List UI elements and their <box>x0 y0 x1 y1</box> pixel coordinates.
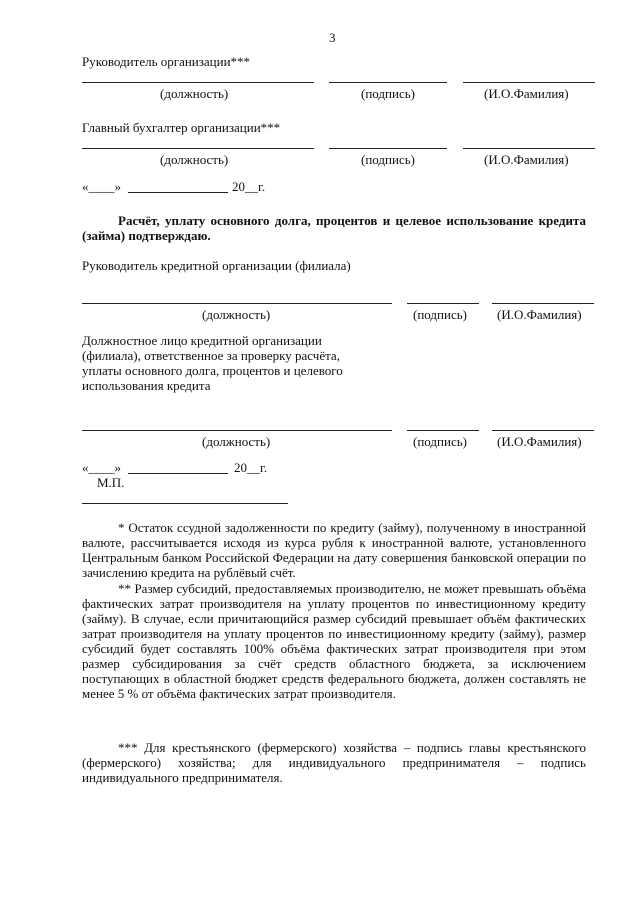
name-caption: (И.О.Фамилия) <box>497 434 582 449</box>
name-line <box>492 430 594 431</box>
head-label: Руководитель организации*** <box>82 54 251 69</box>
date-year: 20__г. <box>232 179 266 194</box>
position-caption: (должность) <box>202 307 271 322</box>
position-line <box>82 303 392 304</box>
date-day: «____» <box>82 179 121 194</box>
credit-org-official-label: Должностное лицо кредитной организации (филиала), ответственное за проверку расчёта, уплаты основного долга, процентов и целевого использования кредита <box>82 333 343 393</box>
footnote-3: *** Для крестьянского (фермерского) хозяйства – подпись главы крестьянского (фермерского) хозяйства; для индивидуального предпринимателя – подпись индивидуального предпринимателя. <box>82 740 586 785</box>
signature-line <box>329 148 447 149</box>
page-number: 3 <box>329 30 336 45</box>
position-line <box>82 148 314 149</box>
confirmation-text: Расчёт, уплату основного долга, процентов и целевое использование кредита (займа) подтверждаю. <box>82 213 586 243</box>
signature-caption: (подпись) <box>361 86 415 101</box>
position-caption: (должность) <box>202 434 271 449</box>
date-day: «____» <box>82 460 121 475</box>
signature-line <box>407 430 479 431</box>
position-caption: (должность) <box>160 152 229 167</box>
name-caption: (И.О.Фамилия) <box>484 86 569 101</box>
signature-caption: (подпись) <box>361 152 415 167</box>
signature-line <box>407 303 479 304</box>
name-line <box>492 303 594 304</box>
signature-line <box>329 82 447 83</box>
name-caption: (И.О.Фамилия) <box>484 152 569 167</box>
name-line <box>463 148 595 149</box>
name-line <box>463 82 595 83</box>
date-year: 20__г. <box>234 460 268 475</box>
footnote-separator <box>82 503 288 504</box>
chief-accountant-label: Главный бухгалтер организации*** <box>82 120 281 135</box>
position-line <box>82 82 314 83</box>
footnote-1: * Остаток ссудной задолженности по кредиту (займу), полученному в иностранной валюте, рассчитывается исходя из курса рубля к иностранной валюте, установленного Центральным банком Российской Федерации на дату совершения банковской операции по зачислению кредита на рублёвый счёт. <box>82 520 586 580</box>
signature-caption: (подпись) <box>413 434 467 449</box>
position-caption: (должность) <box>160 86 229 101</box>
credit-org-head-label: Руководитель кредитной организации (филиала) <box>82 258 351 273</box>
footnote-2: ** Размер субсидий, предоставляемых производителю, не может превышать объёма фактических затрат производителя на уплату процентов по инвестиционному кредиту (займу). В случае, если причитающийся размер субсидий превышает объём фактических затрат производителя на уплату процентов по инвестиционному кредиту (займу), размер субсидий будет составлять 100% объёма фактических затрат производителя при этом размер субсидирования за счёт средств областного бюджета, за исключением поступающих в областной бюджет средств федерального бюджета, должен составлять не менее 5 % от объёма фактических затрат производителя. <box>82 581 586 701</box>
position-line <box>82 430 392 431</box>
date-month-line <box>128 473 228 474</box>
date-month-line <box>128 192 228 193</box>
signature-caption: (подпись) <box>413 307 467 322</box>
seal-label: М.П. <box>97 475 125 490</box>
name-caption: (И.О.Фамилия) <box>497 307 582 322</box>
